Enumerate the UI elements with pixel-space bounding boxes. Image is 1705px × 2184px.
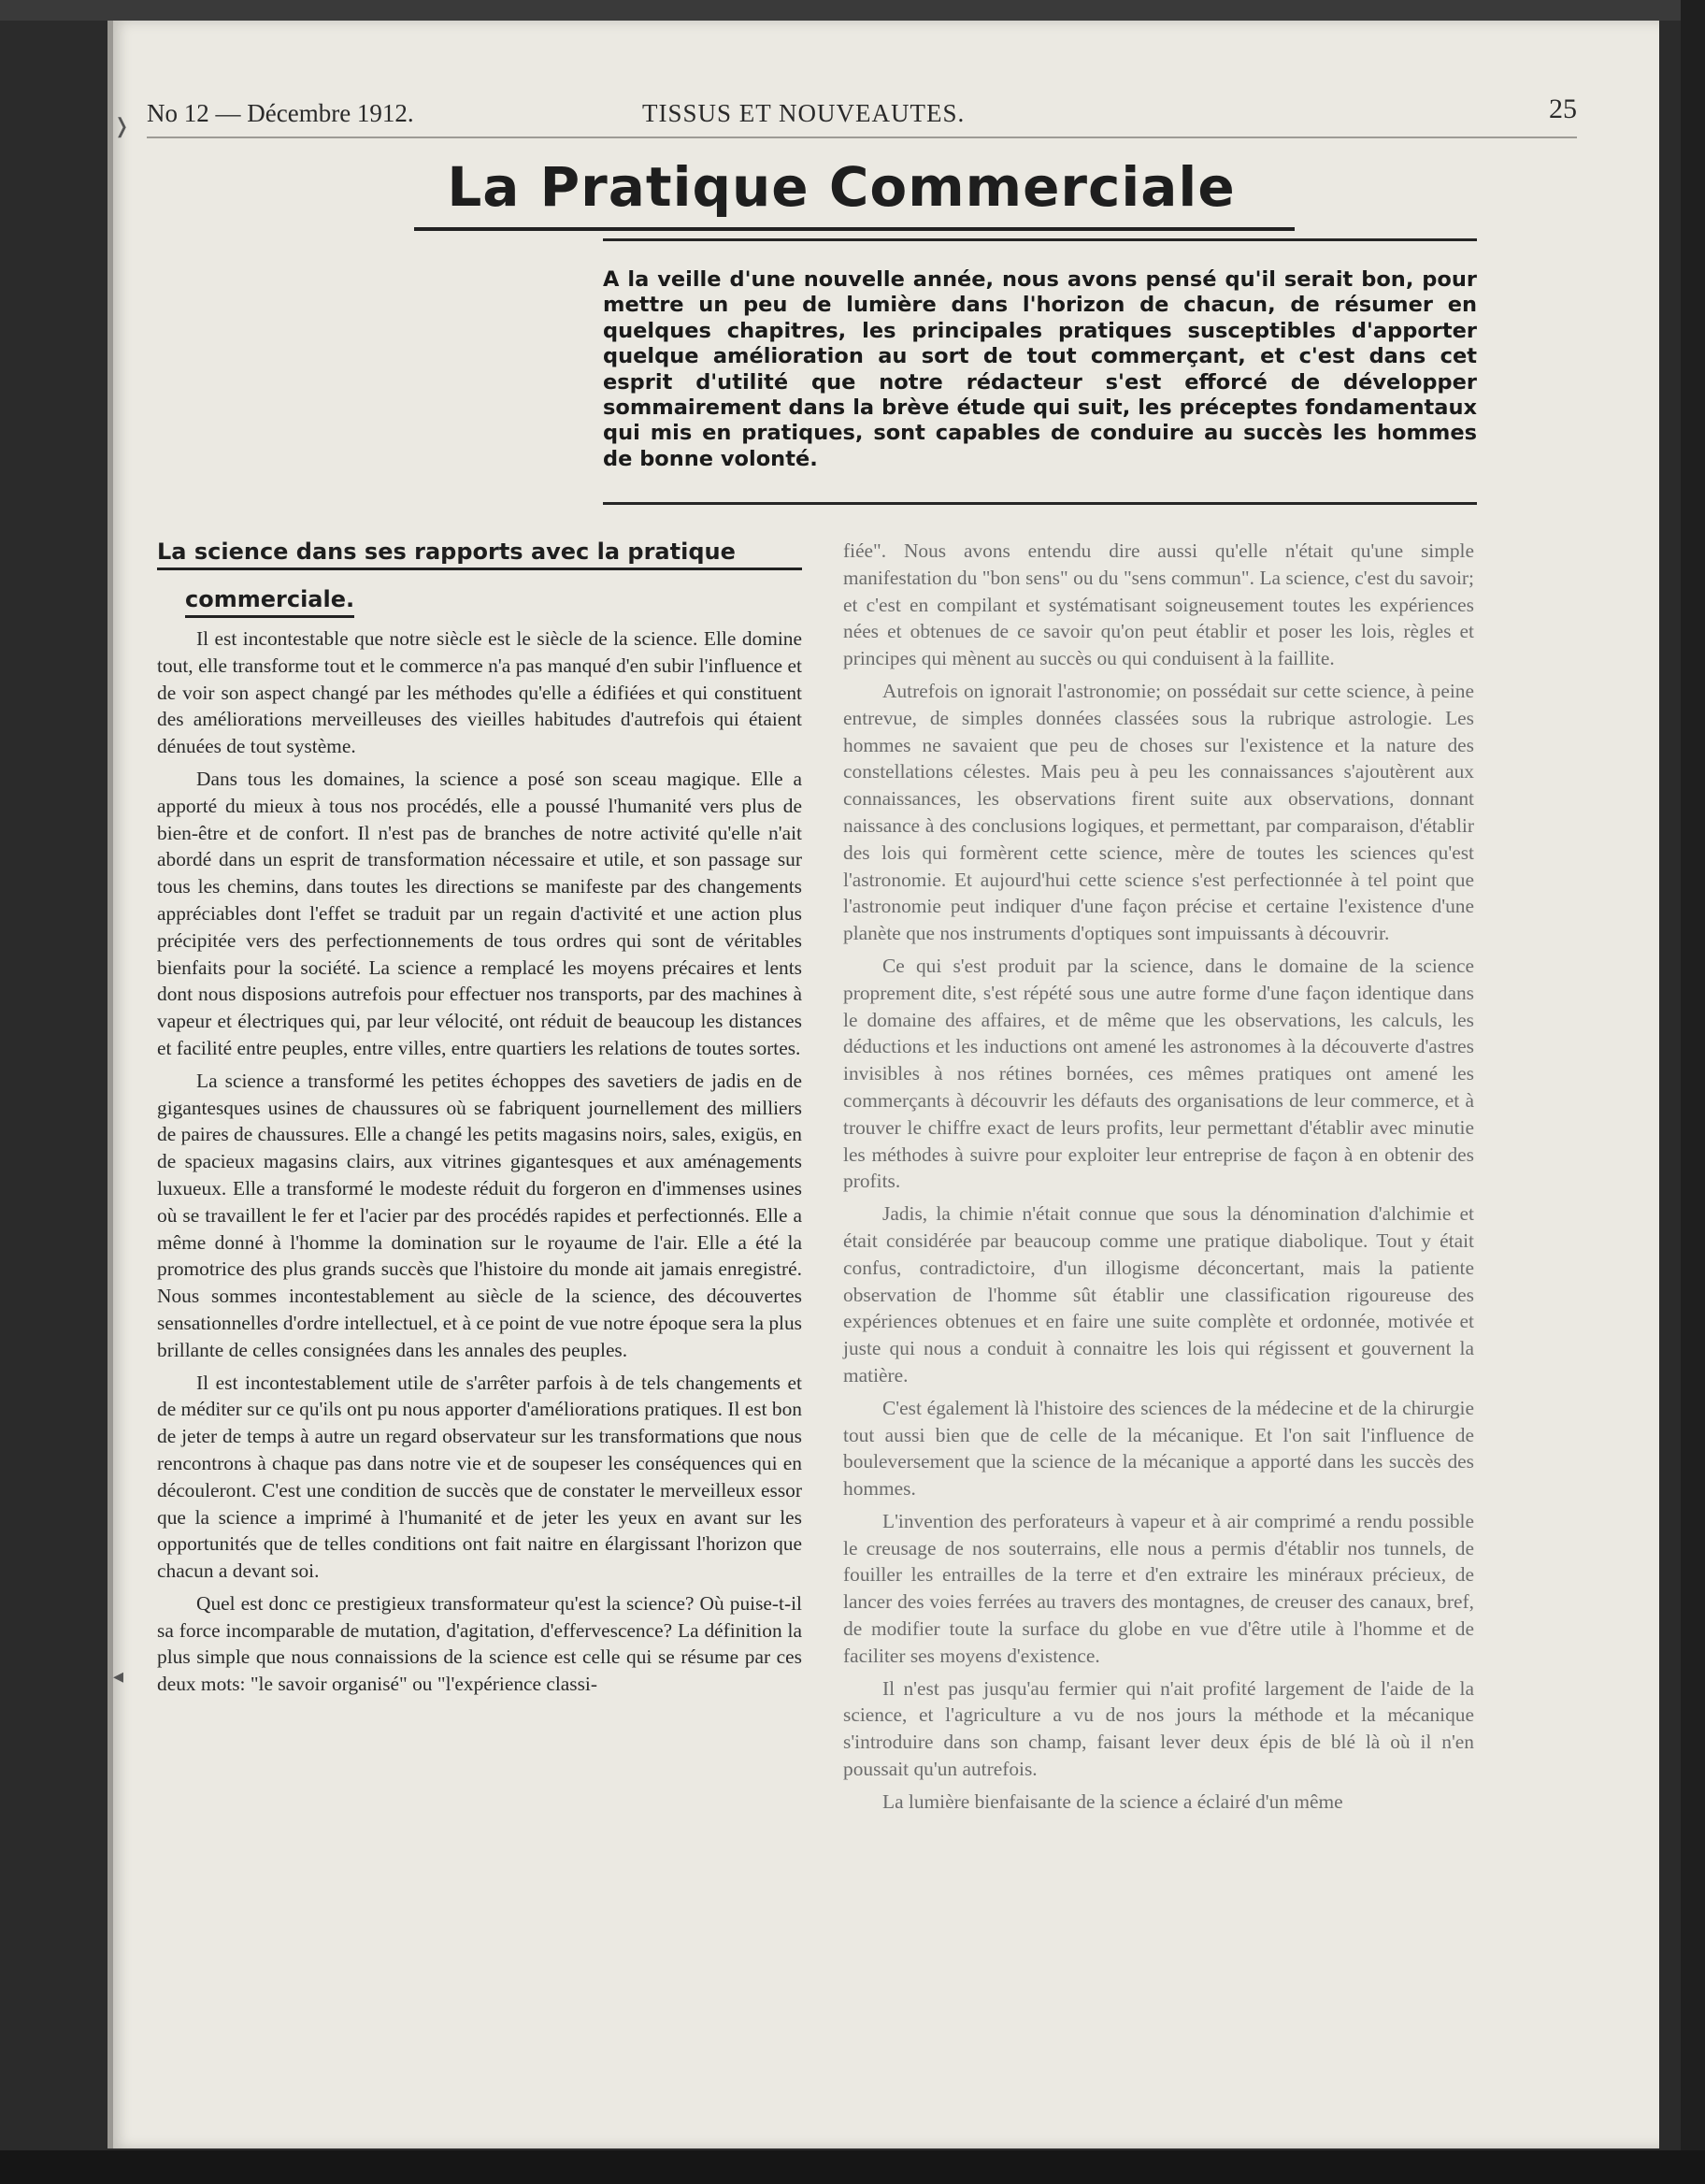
running-header [147,84,1577,138]
binding-gutter [107,21,113,2148]
paragraph: La lumière bienfaisante de la science a éclairé d'un même [882,1789,1343,1813]
left-column [157,538,802,1703]
paragraph: Il n'est pas jusqu'au fermier qui n'ait profité largement de l'aide de la science, et l'agriculture a vu de nos jours la méthode et la mécanique s'introduire dans son champ, faisant lever deux épis de blé là où il n'en poussait qu'un autrefois. [843,1676,1474,1781]
section-heading [157,538,802,618]
page-number: 25 [1549,93,1577,124]
intro-paragraph: A la veille d'une nouvelle année, nous avons pensé qu'il serait bon, pour mettre un peu de lumière dans l'horizon de chacun, de résumer en quelques chapitres, les principales pratiques susceptibles d'apporter quelque amélioration au sort de tout commerçant, et c'est dans cet esprit d'utilité que notre rédacteur s'est efforcé de développer sommairement dans la brève étude qui suit, les préceptes fondamentaux qui mis en pratiques, sont capables de conduire au succès les hommes de bonne volonté. [603,267,1477,471]
article-title: La Pratique Commerciale [447,155,1236,219]
scan-border-top [0,0,1705,21]
paragraph: L'invention des perforateurs à vapeur et à air comprimé a rendu possible le creusage de nos souterrains, elle nous a permis d'établir nos tunnels, de fouiller les entrailles de la terre et d'en extraire les minéraux précieux, de lancer des voies ferrées au travers des montagnes, de creuser des canaux, bref, de modifier toute la surface du globe en vue d'être utile à l'homme et de faciliter ses moyens d'existence. [843,1509,1474,1667]
section-heading-line2: commerciale. [185,585,354,618]
title-underline [414,227,1295,231]
scan-border-right [1681,0,1705,2184]
binding-staple-icon: ❭ [113,114,131,137]
section-heading-line1: La science dans ses rapports avec la pratique [157,538,802,570]
issue-date: No 12 — Décembre 1912. [147,99,414,127]
paragraph: Ce qui s'est produit par la science, dans le domaine de la science proprement dite, s'est répété sous une autre forme d'une façon identique dans le domaine des affaires, et de même que les observations, les calculs, les déductions et les inductions ont amené les astronomes à la découverte d'astres invisibles à nos rétines bornées, ces mêmes pratiques ont amené les commerçants à découvrir les défauts des organisations de leur commerce, et à trouver le chiffre exact de leurs profits, leur permettant d'établir avec minutie les méthodes à suivre pour exploiter leur entreprise de façon à en obtenir des profits. [843,954,1474,1193]
paragraph: Quel est donc ce prestigieux transformateur qu'est la science? Où puise-t-il sa force incomparable de mutation, d'agitation, d'effervescence? La définition la plus simple que nous connaissions de la science est celle qui se résume par ces deux mots: "le savoir organisé" ou "l'expérience classi- [157,1591,802,1696]
intro-top-rule [603,238,1477,241]
paragraph: fiée". Nous avons entendu dire aussi qu'elle n'était qu'une simple manifestation du "bon sens" ou du "sens commun". La science, c'est du savoir; et c'est en compilant et systématisant soigneusement toutes les expériences nées et obtenues de ce savoir qu'on peut établir et poser les lois, règles et principes qui mènent au succès ou qui conduisent à la faillite. [843,539,1474,670]
right-column [843,538,1474,1821]
scan-border-bottom [0,2150,1705,2184]
paragraph: Jadis, la chimie n'était connue que sous la dénomination d'alchimie et était considérée par beaucoup comme une pratique diabolique. Tout y était confus, contradictoire, d'un illogisme déconcertant, mais la patiente observation de l'homme sût établir une classification rigoureuse des expériences obtenues et en faire une suite complète et ordonnée, motivée et juste qui nous a conduit à connaitre les lois qui régissent et gouvernent la matière. [843,1202,1474,1387]
intro-bottom-rule [603,502,1477,505]
paragraph: Dans tous les domaines, la science a posé son sceau magique. Elle a apporté du mieux à tous nos procédés, elle a poussé l'humanité vers plus de bien-être et de confort. Il n'est pas de branches de notre activité qu'elle n'ait abordé dans un esprit de transformation nécessaire et utile, et son passage sur tous les chemins, dans toutes les directions se manifeste par des changements appréciables dont l'effet se traduit par un regain d'activité et une action plus précipitée vers des perfectionnements de tous ordres qui sont de véritables bienfaits pour la société. La science a remplacé les moyens précaires et lents dont nous disposions autrefois pour effectuer nos transports, par des machines à vapeur et électriques qui, par leur vélocité, ont réduit de beaucoup les distances et facilité entre peuples, entre villes, entre quartiers les relations de toutes sortes. [157,767,802,1059]
paragraph: C'est également là l'histoire des sciences de la médecine et de la chirurgie tout aussi bien que de celle de la mécanique. Et l'on sait l'influence de bouleversement que la science de la mécanique a apporté dans les succès des hommes. [843,1396,1474,1501]
paragraph: La science a transformé les petites échoppes des savetiers de jadis en de gigantesques usines de chaussures où se fabriquent journellement des milliers de paires de chaussures. Elle a changé les petits magasins noirs, sales, exigüs, en de spacieux magasins clairs, aux vitrines gigantesques et aux aménagements luxueux. Elle a transformé le modeste réduit du forgeron en d'immenses usines où se travaillent le fer et l'acier par des procédés rapides et perfectionnés. Elle a même donné à l'homme la domination sur le royaume de l'air. Elle a été la promotrice des plus grands succès que l'histoire du monde ait jamais enregistré. Nous sommes incontestablement au siècle de la science, des découvertes sensationnelles d'ordre intellectuel, et à ce point de vue notre époque sera la plus brillante de celles consignées dans les annales des peuples. [157,1069,802,1361]
binding-staple-icon: ◂ [113,1664,124,1688]
paragraph: Il est incontestable que notre siècle est le siècle de la science. Elle domine tout, elle transforme tout et le commerce n'a pas manqué d'en subir l'influence et de voir son aspect changé par les méthodes qu'elle a édifiées et qui constituent des améliorations merveilleuses des vieilles habitudes d'autrefois qui étaient dénuées de tout système. [157,627,802,758]
paragraph: Autrefois on ignorait l'astronomie; on possédait sur cette science, à peine entrevue, de simples données classées sous la rubrique astrologie. Les hommes ne savaient que peu de choses sur l'existence et la nature des constellations célestes. Mais peu à peu les connaissances s'ajoutèrent aux connaissances, les observations firent suite aux observations, donnant naissance à des conclusions logiques, et permettant, par comparaison, d'établir des lois qui formèrent cette science, mère de toutes les sciences qu'est l'astronomie. Et aujourd'hui cette science s'est perfectionnée à tel point que l'astronomie peut indiquer d'une façon précise et certaine l'existence d'une planète que nos instruments d'optiques sont impuissants à découvrir. [843,679,1474,945]
paragraph: Il est incontestablement utile de s'arrêter parfois à de tels changements et de méditer sur ce qu'ils ont pu nous apporter d'améliorations pratiques. Il est bon de jeter de temps à autre un regard observateur sur les transformations que nous rencontrons à chaque pas dans notre vie et de soupeser les conséquences qui en découleront. C'est une condition de succès que de constater le merveilleux essor que la science a imprimé à l'humanité et de jeter les yeux en avant sur les opportunités que de telles conditions ont fait naitre en élargissant l'horizon que chacun a devant soi. [157,1371,802,1583]
journal-title: TISSUS ET NOUVEAUTES. [642,99,966,127]
